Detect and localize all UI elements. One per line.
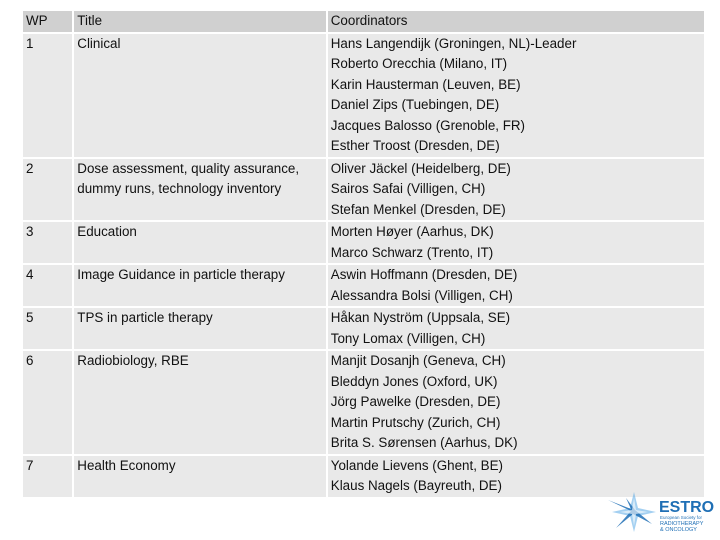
- wp-title: Image Guidance in particle therapy: [74, 265, 325, 306]
- work-packages-table: [21, 9, 706, 499]
- wp-coordinators: Morten Høyer (Aarhus, DK) Marco Schwarz (Trento, IT): [328, 222, 704, 263]
- wp-coordinators: Hans Langendijk (Groningen, NL)-Leader Roberto Orecchia (Milano, IT) Karin Hausterman (Leuven, BE) Daniel Zips (Tuebingen, DE) Jacques Balosso (Grenoble, FR) Esther Troost (Dresden, DE): [328, 34, 704, 157]
- header-wp: WP: [23, 11, 72, 32]
- table-row: [23, 265, 704, 306]
- table-row: [23, 222, 704, 263]
- header-title: Title: [74, 11, 325, 32]
- logo-tagline-2: RADIOTHERAPY: [660, 521, 704, 527]
- star-icon: [608, 492, 656, 532]
- wp-number: 1: [23, 34, 72, 157]
- header-coordinators: Coordinators: [328, 11, 704, 32]
- wp-title: Education: [74, 222, 325, 263]
- estro-logo: [604, 490, 716, 534]
- wp-title: Clinical: [74, 34, 325, 157]
- wp-coordinators: Aswin Hoffmann (Dresden, DE) Alessandra Bolsi (Villigen, CH): [328, 265, 704, 306]
- table-header-row: [23, 11, 704, 32]
- table-row: [23, 456, 704, 497]
- wp-coordinators: Yolande Lievens (Ghent, BE) Klaus Nagels (Bayreuth, DE): [328, 456, 704, 497]
- wp-number: 6: [23, 351, 72, 454]
- wp-title: Radiobiology, RBE: [74, 351, 325, 454]
- wp-title: Health Economy: [74, 456, 325, 497]
- wp-number: 7: [23, 456, 72, 497]
- wp-title: TPS in particle therapy: [74, 308, 325, 349]
- wp-number: 5: [23, 308, 72, 349]
- wp-coordinators: Oliver Jäckel (Heidelberg, DE) Sairos Safai (Villigen, CH) Stefan Menkel (Dresden, DE): [328, 159, 704, 221]
- table-row: [23, 308, 704, 349]
- table-row: [23, 159, 704, 221]
- wp-number: 2: [23, 159, 72, 221]
- table-row: [23, 34, 704, 157]
- logo-tagline-3: & ONCOLOGY: [660, 527, 697, 533]
- table-row: [23, 351, 704, 454]
- wp-coordinators: Håkan Nyström (Uppsala, SE) Tony Lomax (Villigen, CH): [328, 308, 704, 349]
- logo-name: ESTRO: [659, 499, 715, 516]
- wp-coordinators: Manjit Dosanjh (Geneva, CH) Bleddyn Jones (Oxford, UK) Jörg Pawelke (Dresden, DE) Martin Prutschy (Zurich, CH) Brita S. Sørensen (Aarhus, DK): [328, 351, 704, 454]
- wp-title: Dose assessment, quality assurance, dummy runs, technology inventory: [74, 159, 325, 221]
- wp-number: 3: [23, 222, 72, 263]
- wp-number: 4: [23, 265, 72, 306]
- logo-tagline-1: European Society for: [660, 515, 703, 520]
